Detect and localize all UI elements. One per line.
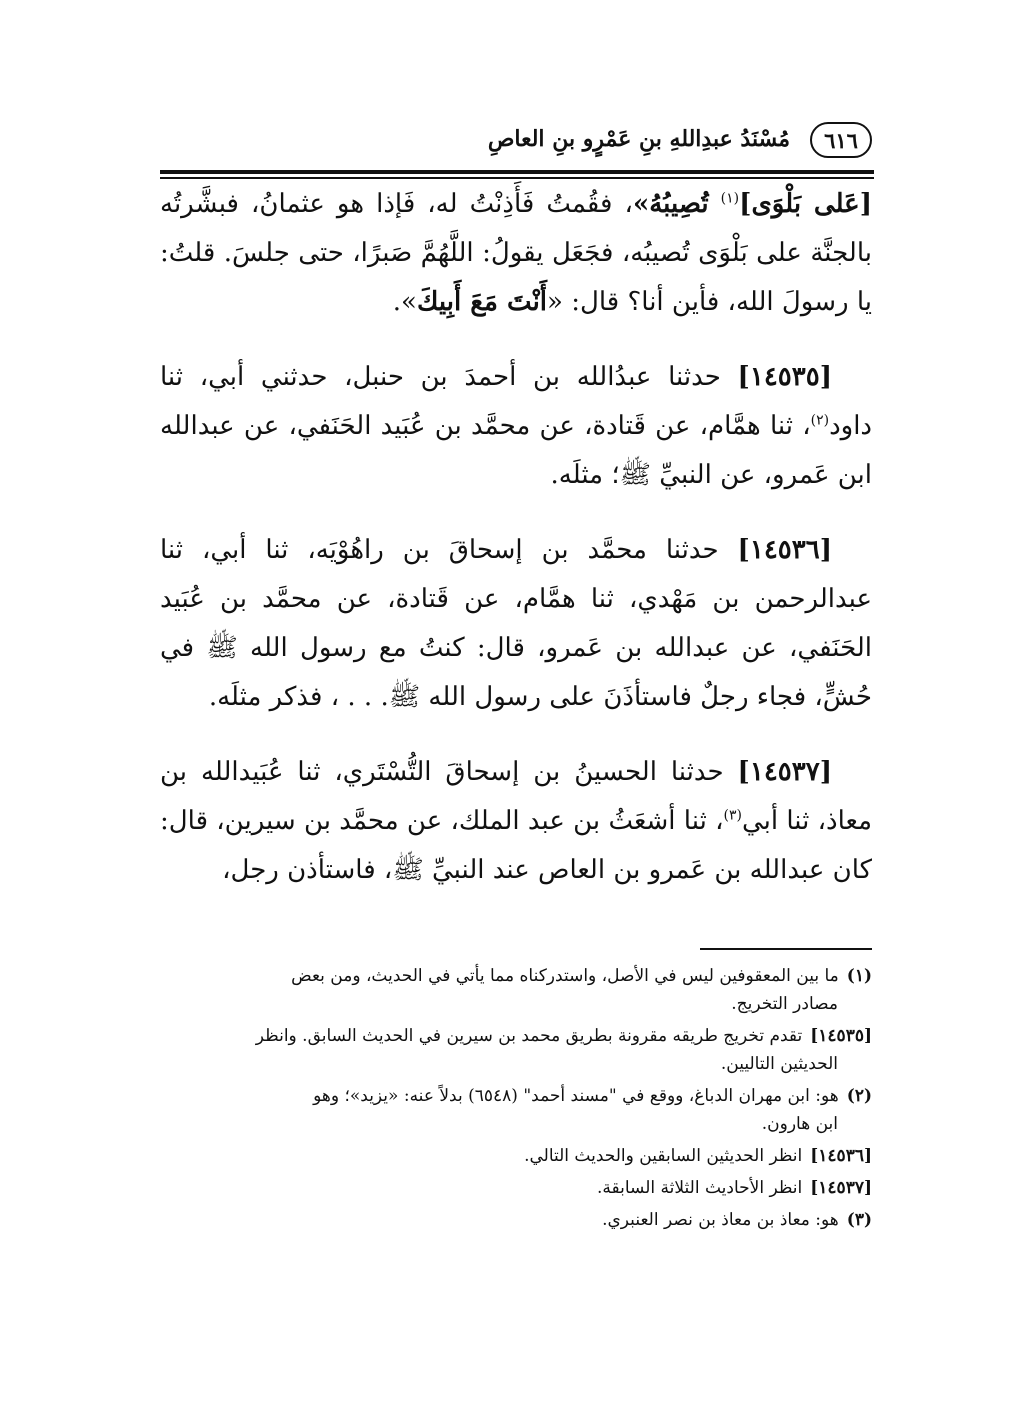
footnote-text: هو: ابن مهران الدباغ، ووقع في "مسند أحمد" (٦٥٤٨) بدلاً عنه: «يزيد»؛ وهو xyxy=(313,1086,839,1106)
footnote-text: هو: معاذ بن معاذ بن نصر العنبري. xyxy=(602,1210,839,1230)
paragraph-text: حدثنا محمَّد بن إسحاقَ بن راهُوْيَه، ثنا أبي، ثنا عبدالرحمن بن مَهْدي، ثنا همَّام، عن قَتادة، عن محمَّد بن عُبَيد الحَنَفي، عن عبدالله بن عَمرو، قال: كنتُ مع رسول الله ﷺ في حُشٍّ، فجاء رجلٌ فاستأذَنَ على رسول الله ﷺ. . . ، فذكر مثلَه. xyxy=(160,535,872,712)
paragraph-text: ، ثنا همَّام، عن قَتادة، عن محمَّد بن عُبَيد الحَنَفي، عن عبدالله ابن عَمرو، عن النبيِّ ﷺ؛ مثلَه. xyxy=(160,411,872,490)
footnote-text: انظر الأحاديث الثلاثة السابقة. xyxy=(597,1178,803,1198)
paragraph-text: ، ثنا أشعَثُ بن عبد الملك، عن محمَّد بن سيرين، قال: كان عبدالله بن عَمرو بن العاص عند النبيِّ ﷺ، فاستأذن رجل، xyxy=(160,806,872,885)
paragraph-text: ، فقُمتُ فَأَذِنْتُ له، فَإذا هو عثمانُ، فبشَّرتُه بالجنَّة على بَلْوَى تُصيبُه، فجَعَل يقولُ: اللَّهُمَّ صَبرًا، حتى جلسَ. قلتُ: يا رسولَ الله، فأين أنا؟ قال: « xyxy=(160,189,872,317)
hadith-14536 xyxy=(160,526,872,722)
footnote-ref-1[interactable]: (١) xyxy=(720,190,740,207)
footnote-marker: (٢) xyxy=(846,1086,872,1106)
footnote-text: تقدم تخريج طريقه مقرونة بطريق محمد بن سيرين في الحديث السابق. وانظر xyxy=(255,1026,803,1046)
footnote-separator xyxy=(700,948,872,950)
paragraph-end: ». xyxy=(392,287,417,317)
footnote-text-cont: مصادر التخريج. xyxy=(731,994,838,1014)
footnote-marker: [١٤٥٣٦] xyxy=(810,1146,872,1166)
footnote-text-cont: ابن هارون. xyxy=(761,1114,838,1134)
page-number: ٦١٦ xyxy=(810,122,872,158)
running-title: مُسْنَدُ عبدِاللهِ بنِ عَمْرٍو بنِ العاصِ xyxy=(487,126,790,152)
footnote-item xyxy=(160,1022,872,1078)
hadith-number: [١٤٥٣٥] xyxy=(737,362,832,392)
footnote-text: انظر الحديثين السابقين والحديث التالي. xyxy=(524,1146,803,1166)
footnote-item xyxy=(160,1082,872,1138)
footnote-marker: [١٤٥٣٧] xyxy=(810,1178,872,1198)
hadith-number: [١٤٥٣٦] xyxy=(737,535,832,565)
footnote-item xyxy=(160,962,872,1018)
bracketed-insert: [عَلى بَلْوَى] xyxy=(739,189,873,219)
footnote-ref-2[interactable]: (٢) xyxy=(810,412,830,429)
emphasis-text: تُصِيبُهُ» xyxy=(632,189,709,219)
header-rule-thin xyxy=(160,177,874,179)
paragraph-text: حدثنا الحسينُ بن إسحاقَ التُّسْتَري، ثنا عُبَيدالله بن معاذ، ثنا أبي xyxy=(160,757,872,836)
hadith-14535 xyxy=(160,353,872,500)
footnote-item xyxy=(160,1206,872,1234)
paragraph-text: حدثنا عبدُالله بن أحمدَ بن حنبل، حدثني أبي، ثنا داود xyxy=(160,362,872,441)
footnote-ref-3[interactable]: (٣) xyxy=(723,807,742,824)
footnote-marker: [١٤٥٣٥] xyxy=(810,1026,872,1046)
footnote-item xyxy=(160,1174,872,1202)
footnote-marker: (٣) xyxy=(846,1210,872,1230)
footnote-text: ما بين المعقوفين ليس في الأصل، واستدركناه مما يأتي في الحديث، ومن بعض xyxy=(291,966,839,986)
main-text xyxy=(160,180,872,895)
footnote-text-cont: الحديثين التاليين. xyxy=(720,1054,838,1074)
hadith-14537 xyxy=(160,748,872,895)
page-header xyxy=(160,118,874,168)
emphasis-quote: أَنْتَ مَعَ أَبِيكَ xyxy=(416,287,548,317)
footnote-marker: (١) xyxy=(846,966,872,986)
footnotes xyxy=(160,962,872,1238)
header-rule-thick xyxy=(160,170,874,174)
footnote-item xyxy=(160,1142,872,1170)
paragraph-continuation xyxy=(160,180,872,327)
hadith-number: [١٤٥٣٧] xyxy=(737,757,832,787)
